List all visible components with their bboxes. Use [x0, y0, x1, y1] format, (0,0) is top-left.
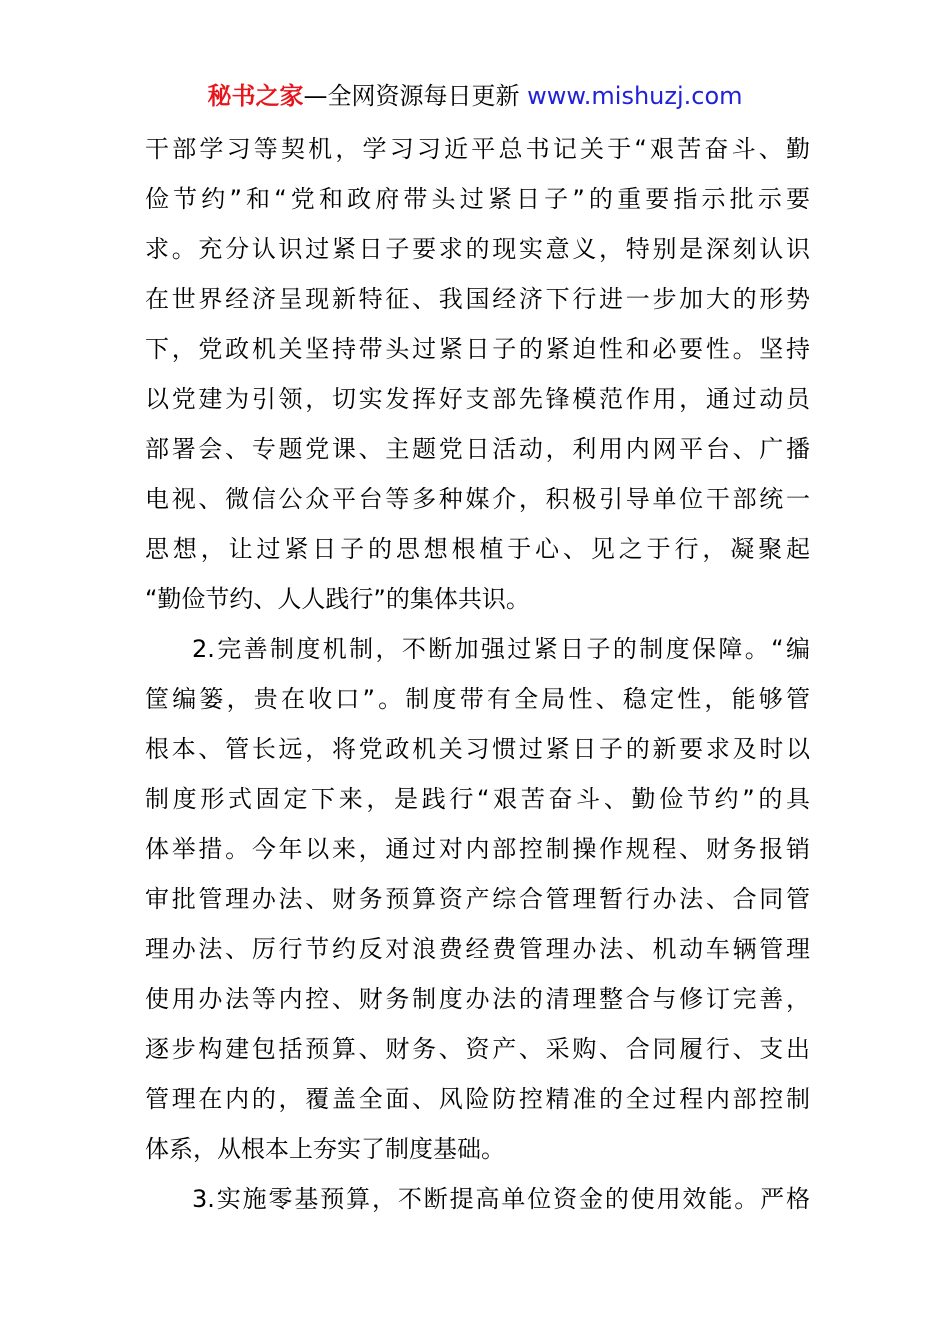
text-line: 逐步构建包括预算、财务、资产、采购、合同履行、支出: [145, 1035, 810, 1063]
text-line: 部署会、专题党课、主题党日活动，利用内网平台、广播: [145, 435, 810, 463]
text-line: 2.完善制度机制，不断加强过紧日子的制度保障。“编: [192, 635, 810, 663]
text-line: 求。充分认识过紧日子要求的现实意义，特别是深刻认识: [145, 235, 810, 263]
text-line: 电视、微信公众平台等多种媒介，积极引导单位干部统一: [145, 485, 810, 513]
text-line: 理办法、厉行节约反对浪费经费管理办法、机动车辆管理: [145, 935, 810, 963]
text-line: 审批管理办法、财务预算资产综合管理暂行办法、合同管: [145, 885, 810, 913]
text-line: 管理在内的，覆盖全面、风险防控精准的全过程内部控制: [145, 1085, 810, 1113]
text-line: 俭节约”和“党和政府带头过紧日子”的重要指示批示要: [145, 185, 810, 213]
text-line: 体举措。今年以来，通过对内部控制操作规程、财务报销: [145, 835, 810, 863]
paragraph: [145, 124, 810, 624]
text-line: 根本、管长远，将党政机关习惯过紧日子的新要求及时以: [145, 735, 810, 763]
text-line: 下，党政机关坚持带头过紧日子的紧迫性和必要性。坚持: [145, 335, 810, 363]
header-brand: 秘书之家: [207, 82, 304, 110]
text-line: 体系，从根本上夯实了制度基础。: [145, 1135, 505, 1163]
paragraph: [145, 624, 810, 1174]
document-body: [145, 124, 810, 1224]
paragraph: [145, 1174, 810, 1224]
text-line: 干部学习等契机，学习习近平总书记关于“艰苦奋斗、勤: [145, 135, 810, 163]
text-line: 思想，让过紧日子的思想根植于心、见之于行，凝聚起: [145, 535, 810, 563]
text-line: 制度形式固定下来，是践行“艰苦奋斗、勤俭节约”的具: [145, 785, 810, 813]
header-url-link[interactable]: www.mishuzj.com: [527, 82, 743, 110]
text-line: 3.实施零基预算，不断提高单位资金的使用效能。严格: [192, 1185, 810, 1213]
text-line: 在世界经济呈现新特征、我国经济下行进一步加大的形势: [145, 285, 810, 313]
text-line: 以党建为引领，切实发挥好支部先锋模范作用，通过动员: [145, 385, 810, 413]
text-line: 筐编篓，贵在收口”。制度带有全局性、稳定性，能够管: [145, 685, 810, 713]
text-line: “勤俭节约、人人践行”的集体共识。: [145, 585, 530, 613]
text-line: 使用办法等内控、财务制度办法的清理整合与修订完善，: [145, 985, 810, 1013]
header-tagline: —全网资源每日更新: [303, 82, 520, 110]
page-header: [0, 80, 950, 112]
